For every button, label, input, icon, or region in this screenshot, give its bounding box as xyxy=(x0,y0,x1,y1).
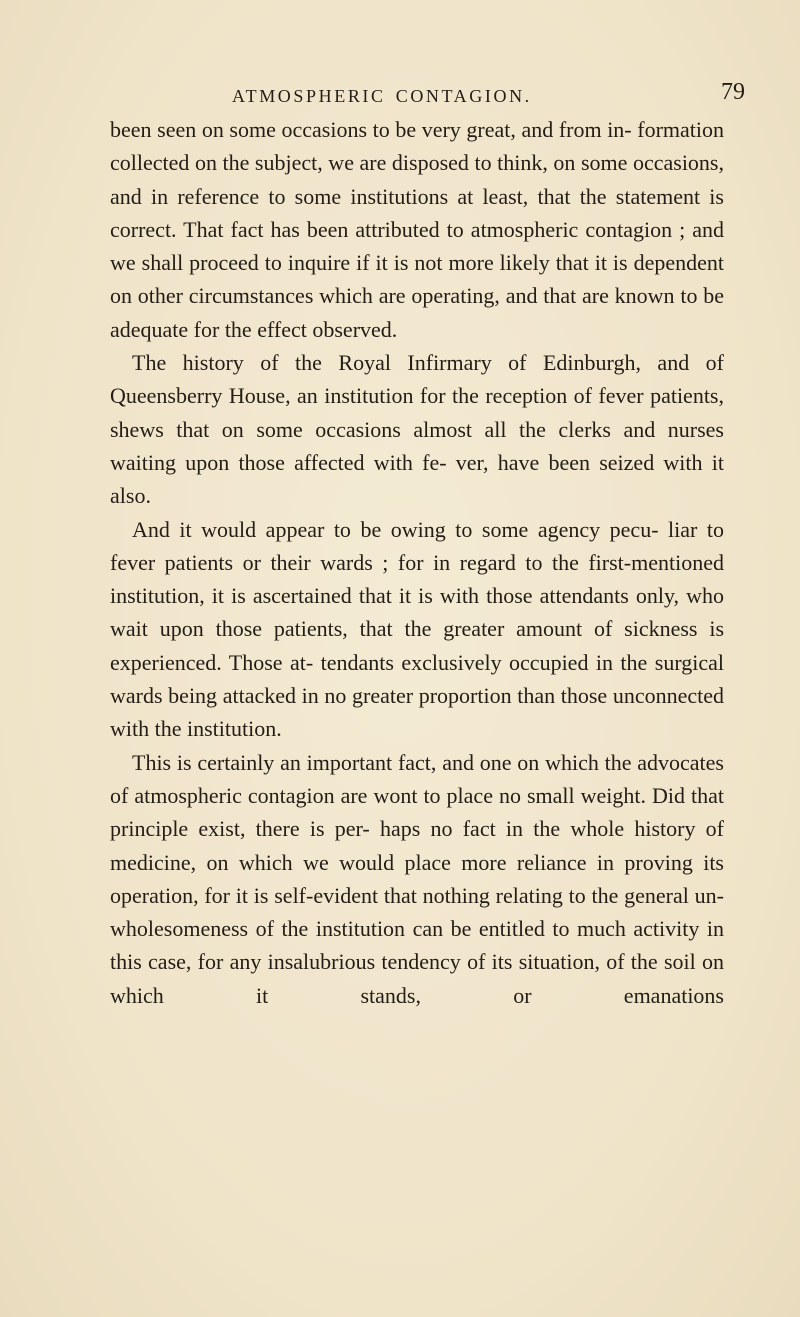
body-text xyxy=(110,113,724,1012)
paragraph-2: The history of the Royal Infirmary of Edinburgh, and of Queensberry House, an institution for the reception of fever patients, shews that on some occasions almost all the clerks and nurses waiting upon those affected with fe- ver, have been seized with it also. xyxy=(110,350,724,509)
page-number: 79 xyxy=(721,79,745,105)
paragraph-4: This is certainly an important fact, and one on which the advocates of atmospheric contagion are wont to place no small weight. Did that principle exist, there is per- haps no fact in the whole history of medicine, on which we would place more reliance in proving its operation, for it is self-evident that nothing relating to the general un- wholesomeness of the institution can be entitled to much activity in this case, for any insalubrious tendency of its situation, of the soil on which it stands, or emanations xyxy=(110,749,724,1008)
paragraph-1: been seen on some occasions to be very great, and from in- formation collected on the subject, we are disposed to think, on some occasions, and in reference to some institutions at least, that the statement is correct. That fact has been attributed to atmospheric contagion ; and we shall proceed to inquire if it is not more likely that it is dependent on other circumstances which are operating, and that are known to be adequate for the effect observed. xyxy=(110,117,724,342)
paragraph-3: And it would appear to be owing to some agency pecu- liar to fever patients or their wards ; for in regard to the first-mentioned institution, it is ascertained that it is with those attendants only, who wait upon those patients, that the greater amount of sickness is experienced. Those at- tendants exclusively occupied in the surgical wards being attacked in no greater proportion than those unconnected with the institution. xyxy=(110,516,724,742)
running-head: ATMOSPHERIC CONTAGION. xyxy=(232,86,532,106)
